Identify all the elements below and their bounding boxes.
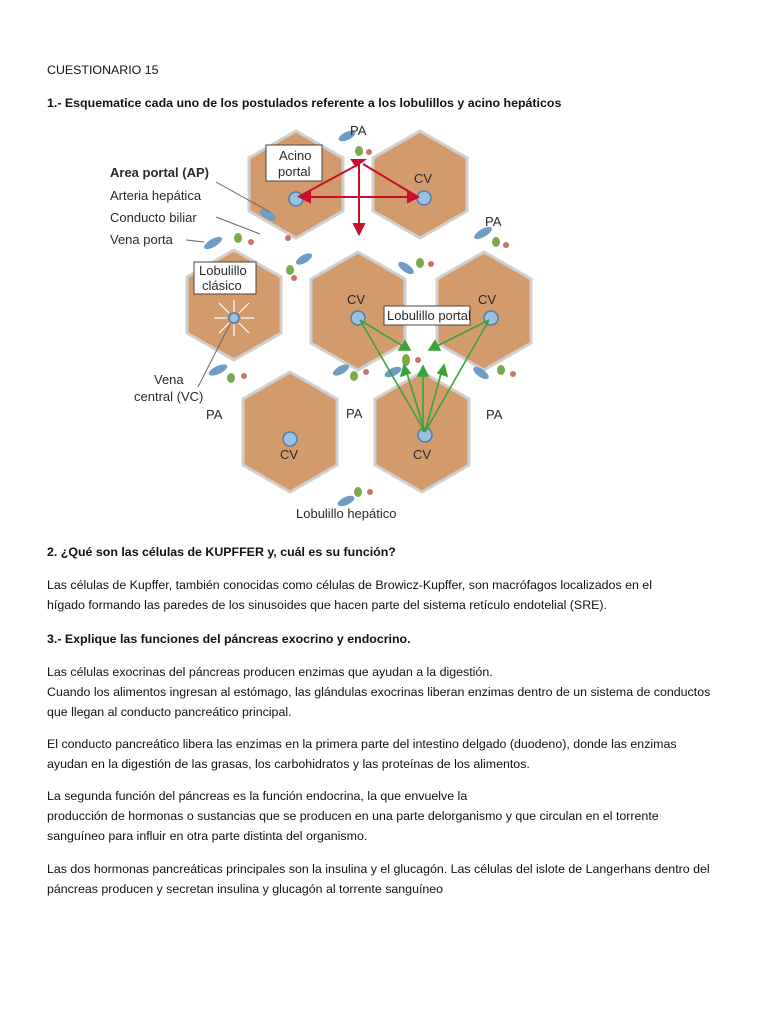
answer-line: El conducto pancreático libera las enzimas en la primera parte del intestino delgado (duodeno), donde las enzimas — [47, 737, 677, 751]
central-vein — [229, 313, 239, 323]
question-1: 1.- Esquematice cada uno de los postulados referente a los lobulillos y acino hepáticos — [47, 96, 562, 110]
answer-line: producción de hormonas o sustancias que se producen en una parte delorganismo y que circulan en el torrente — [47, 809, 659, 823]
pa-label: PA — [346, 406, 363, 421]
answer-3-paragraph-4 — [47, 859, 710, 899]
answer-2 — [47, 575, 652, 615]
central-vein — [484, 311, 498, 325]
legend-item-arteria: Arteria hepática — [110, 188, 202, 203]
cv-label: CV — [478, 292, 497, 307]
answer-line: Las dos hormonas pancreáticas principales son la insulina y el glucagón. Las células del islote de Langerhans dentro del — [47, 862, 710, 876]
diagram-svg — [88, 122, 578, 528]
legend-item-vena: Vena porta — [110, 232, 173, 247]
acino-portal-label: portal — [278, 164, 311, 179]
answer-line: ayudan en la digestión de las grasas, los carbohidratos y las proteínas de los alimentos. — [47, 757, 530, 771]
lobulillo-clasico-label: clásico — [202, 278, 242, 293]
central-vein — [283, 432, 297, 446]
pa-label: PA — [206, 407, 223, 422]
lobulillo-portal-label: Lobulillo portal — [387, 308, 471, 323]
answer-line: Las células de Kupffer, también conocidas como células de Browicz-Kupffer, son macrófagos localizados en el — [47, 578, 652, 592]
question-3: 3.- Explique las funciones del páncreas exocrino y endocrino. — [47, 632, 411, 646]
document-title: CUESTIONARIO 15 — [47, 63, 159, 77]
answer-3-paragraph-1 — [47, 662, 710, 722]
answer-line: que llegan al conducto pancreático principal. — [47, 705, 292, 719]
lobulillo-hepatico-label: Lobulillo hepático — [296, 506, 397, 521]
legend-title: Area portal (AP) — [110, 165, 209, 180]
acino-portal-label: Acino — [279, 148, 312, 163]
pa-label: PA — [485, 214, 502, 229]
answer-line: La segunda función del páncreas es la función endocrina, la que envuelve la — [47, 789, 468, 803]
vena-central-label: Vena — [154, 372, 184, 387]
answer-line: Cuando los alimentos ingresan al estómago, las glándulas exocrinas liberan enzimas dentro de un sistema de conductos — [47, 685, 711, 699]
cv-label: CV — [347, 292, 366, 307]
pa-label: PA — [486, 407, 503, 422]
question-2: 2. ¿Qué son las células de KUPFFER y, cuál es su función? — [47, 545, 396, 559]
pa-label: PA — [350, 123, 367, 138]
cv-label: CV — [280, 447, 299, 462]
lobulillo-clasico-label: Lobulillo — [199, 263, 247, 278]
answer-line: Las células exocrinas del páncreas producen enzimas que ayudan a la digestión. — [47, 665, 493, 679]
central-vein — [289, 192, 303, 206]
answer-3-paragraph-2 — [47, 734, 677, 774]
legend-item-conducto: Conducto biliar — [110, 210, 197, 225]
vena-central-label: central (VC) — [134, 389, 204, 404]
answer-line: páncreas producen y secretan insulina y glucagón al torrente sanguíneo — [47, 882, 444, 896]
cv-label: CV — [413, 447, 432, 462]
answer-line: hígado formando las paredes de los sinusoides que hacen parte del sistema retículo endotelial (SRE). — [47, 598, 607, 612]
central-vein — [417, 191, 431, 205]
liver-lobule-diagram — [88, 122, 578, 528]
answer-line: sanguíneo para influir en otra parte distinta del organismo. — [47, 829, 368, 843]
answer-3-paragraph-3 — [47, 786, 659, 846]
cv-label: CV — [414, 171, 433, 186]
central-vein — [351, 311, 365, 325]
